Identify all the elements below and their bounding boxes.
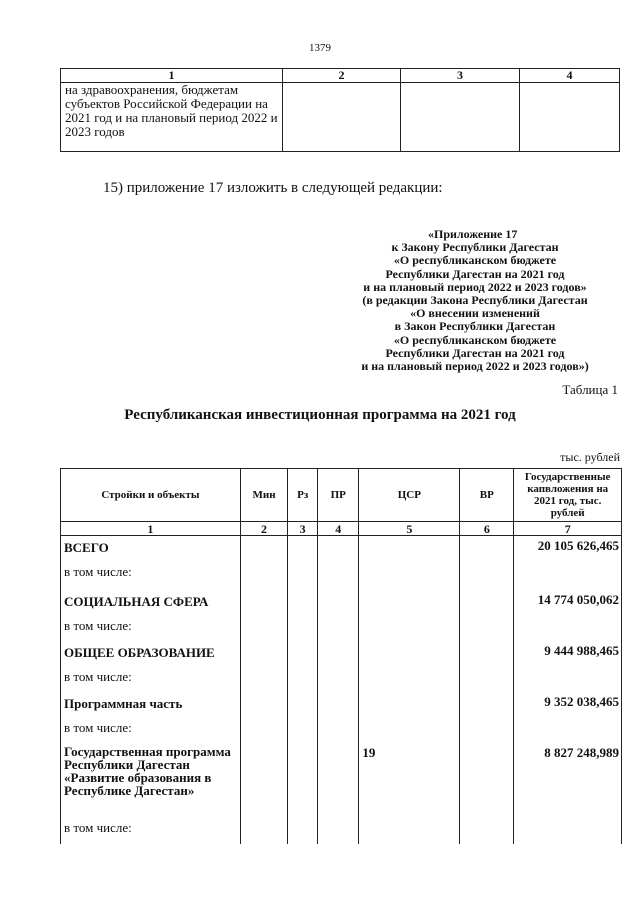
- top-row-cell-4: [520, 83, 620, 152]
- row-csr: [359, 641, 460, 665]
- table-label: Таблица 1: [562, 382, 618, 397]
- row-value: [514, 716, 622, 742]
- row-csr: [359, 562, 460, 590]
- appendix-line: к Закону Республики Дагестан: [391, 240, 559, 255]
- page-number: 1379: [309, 42, 331, 54]
- row-csr: [359, 818, 460, 844]
- column-number: 1: [61, 522, 241, 536]
- appendix-line: Республики Дагестан на 2021 год: [385, 345, 565, 360]
- header-pr: ПР: [318, 469, 359, 522]
- row-value: 8 827 248,989: [514, 742, 622, 818]
- row-value: 9 444 988,465: [514, 641, 622, 665]
- row-name: в том числе:: [61, 665, 241, 692]
- appendix-line: (в редакции Закона Республики Дагестан: [362, 293, 588, 308]
- column-number: 5: [359, 522, 460, 536]
- table-row: [61, 614, 622, 641]
- appendix-line: «О внесении изменений: [410, 306, 540, 321]
- row-value: [514, 818, 622, 844]
- table-row: [61, 716, 622, 742]
- appendix-heading: [330, 228, 620, 373]
- row-csr: [359, 614, 460, 641]
- row-name: ВСЕГО: [61, 536, 241, 562]
- top-row-cell-3: [401, 83, 520, 152]
- row-csr: [359, 536, 460, 562]
- row-name: СОЦИАЛЬНАЯ СФЕРА: [61, 590, 241, 614]
- table-row: [61, 641, 622, 665]
- units-label: тыс. рублей: [560, 450, 620, 464]
- row-value: 9 352 038,465: [514, 692, 622, 716]
- row-csr: [359, 590, 460, 614]
- column-number: 7: [514, 522, 622, 536]
- row-value: [514, 665, 622, 692]
- amendment-line: 15) приложение 17 изложить в следующей редакции:: [103, 180, 443, 196]
- appendix-line: в Закон Республики Дагестан: [394, 319, 556, 334]
- document-title: Республиканская инвестиционная программа на 2021 год: [124, 407, 516, 423]
- header-vr: ВР: [460, 469, 514, 522]
- table-row: [61, 742, 622, 818]
- appendix-line: и на плановый период 2022 и 2023 годов»): [361, 359, 589, 374]
- header-min: Мин: [240, 469, 287, 522]
- appendix-line: «Приложение 17: [428, 227, 518, 241]
- row-name: Программная часть: [61, 692, 241, 716]
- row-value: 20 105 626,465: [514, 536, 622, 562]
- top-col-header-4: 4: [520, 69, 620, 83]
- table-row: [61, 536, 622, 562]
- row-csr: [359, 665, 460, 692]
- row-value: 14 774 050,062: [514, 590, 622, 614]
- top-row-text: на здравоохранения, бюджетам субъектов Российской Федерации на 2021 год и на плановый период 2022 и 2023 годов: [61, 83, 283, 152]
- top-table-fragment: [60, 68, 620, 152]
- column-number: 6: [460, 522, 514, 536]
- table-row: [61, 665, 622, 692]
- appendix-line: «О республиканском бюджете: [393, 332, 557, 347]
- row-name: ОБЩЕЕ ОБРАЗОВАНИЕ: [61, 641, 241, 665]
- row-value: [514, 562, 622, 590]
- top-col-header-1: 1: [61, 69, 283, 83]
- top-row-cell-2: [283, 83, 401, 152]
- row-csr: [359, 692, 460, 716]
- column-number: 4: [318, 522, 359, 536]
- row-name: в том числе:: [61, 562, 241, 590]
- appendix-line: и на плановый период 2022 и 2023 годов»: [363, 279, 587, 294]
- header-objects: Стройки и объекты: [61, 469, 241, 522]
- table-row: [61, 562, 622, 590]
- header-rz: Рз: [288, 469, 318, 522]
- appendix-line: Республики Дагестан на 2021 год: [385, 266, 565, 281]
- table-row: [61, 590, 622, 614]
- row-name: в том числе:: [61, 716, 241, 742]
- investment-table: [60, 468, 622, 844]
- header-capital-investment: Государственные капвложения на 2021 год, тыс. рублей: [514, 469, 622, 522]
- row-csr: [359, 716, 460, 742]
- top-col-header-3: 3: [401, 69, 520, 83]
- row-name: в том числе:: [61, 818, 241, 844]
- table-row: [61, 692, 622, 716]
- appendix-line: «О республиканском бюджете: [393, 253, 557, 268]
- row-name: Государственная программа Республики Дагестан «Развитие образования в Республике Дагестан»: [61, 742, 241, 818]
- column-number: 2: [240, 522, 287, 536]
- table-row: [61, 818, 622, 844]
- row-csr: 19: [359, 742, 460, 818]
- top-col-header-2: 2: [283, 69, 401, 83]
- column-number: 3: [288, 522, 318, 536]
- row-value: [514, 614, 622, 641]
- header-csr: ЦСР: [359, 469, 460, 522]
- row-name: в том числе:: [61, 614, 241, 641]
